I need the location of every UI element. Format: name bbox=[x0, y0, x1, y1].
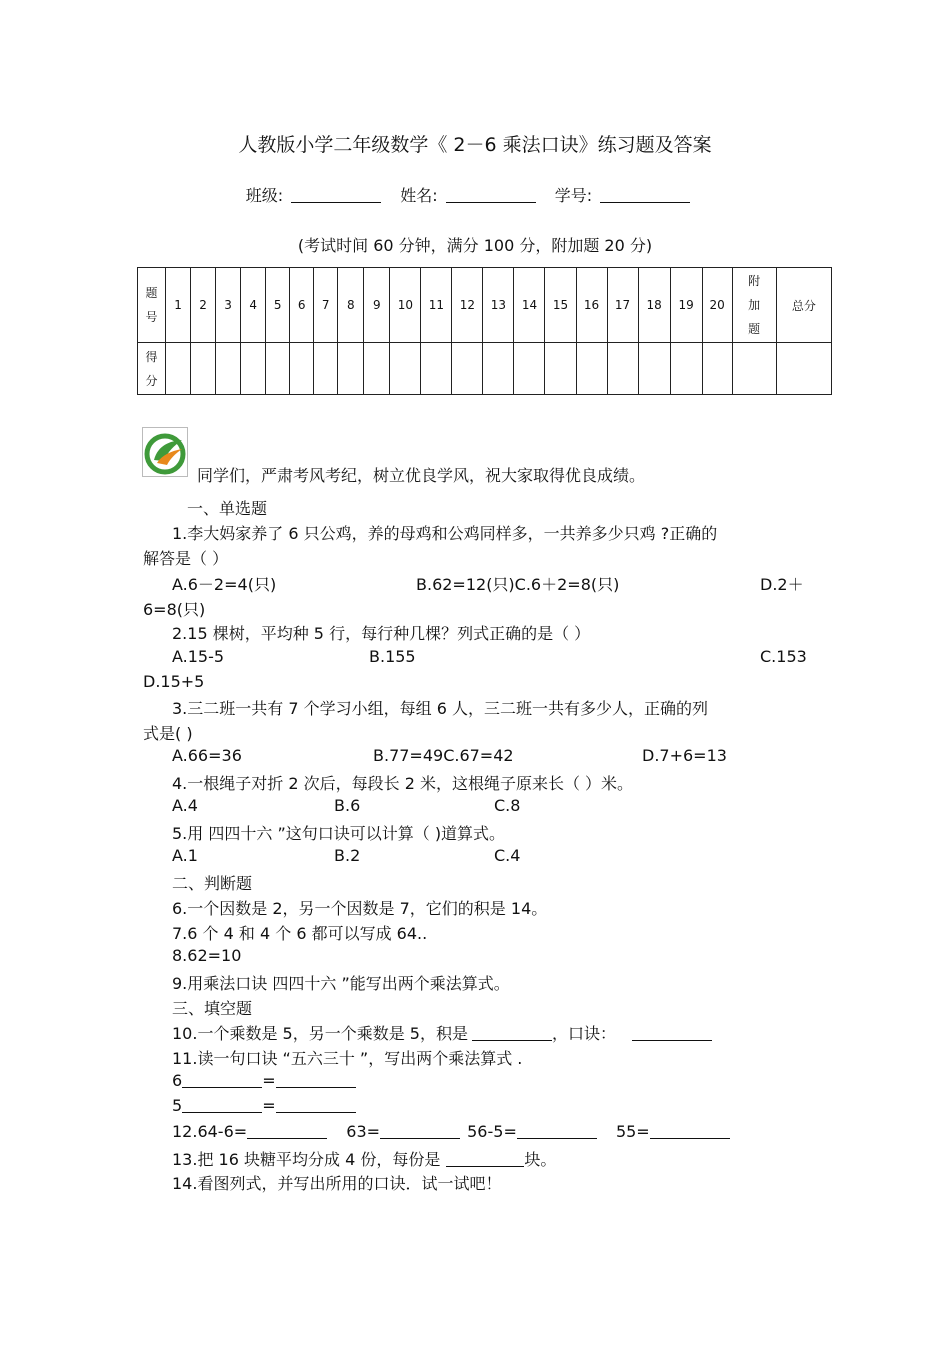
score-cell[interactable] bbox=[514, 343, 545, 395]
score-cell[interactable] bbox=[216, 343, 241, 395]
q4-text: 4.一根绳子对折 2 次后，每段长 2 米，这根绳子原来长（ ）米。 bbox=[172, 774, 634, 793]
q5-option-b[interactable]: B.2 bbox=[334, 846, 361, 865]
score-cell[interactable] bbox=[545, 343, 576, 395]
col-header: 7 bbox=[314, 268, 338, 343]
q11-blank[interactable] bbox=[276, 1097, 356, 1113]
col-header: 12 bbox=[452, 268, 483, 343]
q4-option-c[interactable]: C.8 bbox=[494, 796, 521, 815]
q11-row-2 bbox=[172, 1096, 356, 1115]
col-header: 18 bbox=[638, 268, 670, 343]
col-header-total: 总分 bbox=[776, 268, 831, 343]
col-header: 14 bbox=[514, 268, 545, 343]
row-header-question: 题号 bbox=[138, 268, 166, 343]
q3-text-cont: 式是( ) bbox=[143, 724, 193, 743]
q12-blank-b[interactable] bbox=[380, 1123, 460, 1139]
q10-row bbox=[172, 1021, 712, 1044]
col-header: 20 bbox=[702, 268, 732, 343]
col-header: 2 bbox=[191, 268, 216, 343]
score-cell[interactable] bbox=[338, 343, 364, 395]
section-true-false: 二、判断题 bbox=[172, 874, 253, 893]
q13-text: 13.把 16 块糖平均分成 4 份，每份是 bbox=[172, 1150, 441, 1169]
q12-part-a: 12.64-6= bbox=[172, 1122, 248, 1141]
q13-text-2: 块。 bbox=[524, 1150, 557, 1169]
col-header: 15 bbox=[545, 268, 576, 343]
q1-option-bc[interactable]: B.62=12(只)C.6＋2=8(只) bbox=[416, 575, 620, 594]
q2-option-c[interactable]: C.153 bbox=[760, 647, 807, 666]
number-label: 学号: bbox=[554, 186, 593, 205]
q5-option-c[interactable]: C.4 bbox=[494, 846, 521, 865]
col-header: 10 bbox=[390, 268, 421, 343]
q10-text: 10.一个乘数是 5，另一个乘数是 5，积是 bbox=[172, 1024, 468, 1043]
q3-option-bc[interactable]: B.77=49C.67=42 bbox=[373, 746, 514, 765]
q4-option-b[interactable]: B.6 bbox=[334, 796, 361, 815]
q12-blank-a[interactable] bbox=[247, 1123, 327, 1139]
q8-text: 8.62=10 bbox=[172, 946, 242, 965]
q11-blank[interactable] bbox=[182, 1097, 262, 1113]
col-header: 8 bbox=[338, 268, 364, 343]
name-label: 姓名: bbox=[400, 186, 438, 205]
col-header: 3 bbox=[216, 268, 241, 343]
score-cell[interactable] bbox=[421, 343, 452, 395]
score-cell-total[interactable] bbox=[776, 343, 831, 395]
q12-part-c: 56-5= bbox=[467, 1122, 517, 1141]
col-header: 19 bbox=[670, 268, 702, 343]
score-cell[interactable] bbox=[607, 343, 638, 395]
q5-option-a[interactable]: A.1 bbox=[172, 846, 198, 865]
q12-part-b: 63= bbox=[346, 1122, 381, 1141]
score-cell[interactable] bbox=[191, 343, 216, 395]
score-cell[interactable] bbox=[241, 343, 266, 395]
school-logo-icon bbox=[142, 427, 188, 477]
q11-blank[interactable] bbox=[276, 1072, 356, 1088]
page-title: 人教版小学二年级数学《 2－6 乘法口诀》练习题及答案 bbox=[238, 134, 712, 156]
score-cell[interactable] bbox=[166, 343, 191, 395]
q10-blank-rhyme[interactable] bbox=[632, 1025, 712, 1041]
q1-option-d-cont: 6=8(只) bbox=[143, 600, 206, 619]
q1-text-cont: 解答是（ ） bbox=[143, 549, 229, 568]
row-header-score: 得分 bbox=[138, 343, 166, 395]
q11-factor-2: 5 bbox=[172, 1096, 183, 1115]
student-info-row bbox=[0, 183, 950, 206]
score-cell[interactable] bbox=[364, 343, 390, 395]
q3-text: 3.三二班一共有 7 个学习小组，每组 6 人，三二班一共有多少人，正确的列 bbox=[172, 699, 708, 718]
score-cell[interactable] bbox=[638, 343, 670, 395]
score-cell[interactable] bbox=[266, 343, 290, 395]
q11-factor-1: 6 bbox=[172, 1071, 183, 1090]
name-blank[interactable] bbox=[446, 186, 536, 203]
q11-equals: = bbox=[262, 1071, 276, 1090]
col-header: 6 bbox=[290, 268, 314, 343]
q2-option-d[interactable]: D.15+5 bbox=[143, 672, 205, 691]
q10-text-2: ，口诀： bbox=[551, 1024, 616, 1043]
col-header: 5 bbox=[266, 268, 290, 343]
q2-option-a[interactable]: A.15-5 bbox=[172, 647, 225, 666]
q13-row bbox=[172, 1147, 556, 1170]
score-cell[interactable] bbox=[670, 343, 702, 395]
q11-text: 11.读一句口诀 “五六三十 ”，写出两个乘法算式 . bbox=[172, 1049, 523, 1068]
q5-text: 5.用 四四十六 ”这句口诀可以计算（ )道算式。 bbox=[172, 824, 506, 843]
score-cell-extra[interactable] bbox=[732, 343, 776, 395]
col-header: 11 bbox=[421, 268, 452, 343]
q3-option-a[interactable]: A.66=36 bbox=[172, 746, 242, 765]
q10-blank-product[interactable] bbox=[472, 1025, 552, 1041]
q2-text: 2.15 棵树，平均种 5 行，每行种几棵？列式正确的是（ ） bbox=[172, 624, 591, 643]
col-header: 4 bbox=[241, 268, 266, 343]
section-fill-blank: 三、填空题 bbox=[172, 999, 253, 1018]
q13-blank[interactable] bbox=[446, 1151, 524, 1167]
q11-equals: = bbox=[262, 1096, 276, 1115]
col-header: 17 bbox=[607, 268, 638, 343]
q11-row-1 bbox=[172, 1071, 356, 1090]
class-label: 班级: bbox=[245, 186, 284, 205]
q2-option-b[interactable]: B.155 bbox=[369, 647, 416, 666]
q9-text: 9.用乘法口诀 四四十六 ”能写出两个乘法算式。 bbox=[172, 974, 510, 993]
q12-blank-d[interactable] bbox=[650, 1123, 730, 1139]
q1-option-d[interactable]: D.2＋ bbox=[760, 575, 804, 594]
col-header: 13 bbox=[483, 268, 514, 343]
q12-part-d: 55= bbox=[615, 1122, 650, 1141]
q12-blank-c[interactable] bbox=[517, 1123, 597, 1139]
score-cell[interactable] bbox=[702, 343, 732, 395]
section-single-choice: 一、单选题 bbox=[187, 499, 268, 518]
col-header: 1 bbox=[166, 268, 191, 343]
score-cell[interactable] bbox=[576, 343, 607, 395]
score-cell[interactable] bbox=[483, 343, 514, 395]
q11-blank[interactable] bbox=[182, 1072, 262, 1088]
score-cell[interactable] bbox=[314, 343, 338, 395]
q1-option-a[interactable]: A.6－2=4(只) bbox=[172, 575, 277, 594]
score-cell[interactable] bbox=[290, 343, 314, 395]
q4-option-a[interactable]: A.4 bbox=[172, 796, 198, 815]
motto: 同学们，严肃考风考纪，树立优良学风，祝大家取得优良成绩。 bbox=[197, 466, 646, 485]
q7-text: 7.6 个 4 和 4 个 6 都可以写成 64.. bbox=[172, 924, 428, 943]
col-header: 9 bbox=[364, 268, 390, 343]
q14-text: 14.看图列式，并写出所用的口诀．试一试吧！ bbox=[172, 1174, 502, 1193]
score-cell[interactable] bbox=[390, 343, 421, 395]
exam-info: (考试时间 60 分钟，满分 100 分，附加题 20 分) bbox=[297, 236, 653, 255]
col-header-extra: 附加题 bbox=[732, 268, 776, 343]
score-cell[interactable] bbox=[452, 343, 483, 395]
number-blank[interactable] bbox=[600, 186, 690, 203]
q6-text: 6.一个因数是 2，另一个因数是 7，它们的积是 14。 bbox=[172, 899, 548, 918]
q1-text: 1.李大妈家养了 6 只公鸡，养的母鸡和公鸡同样多，一共养多少只鸡 ?正确的 bbox=[172, 524, 718, 543]
q3-option-d[interactable]: D.7+6=13 bbox=[642, 746, 727, 765]
col-header: 16 bbox=[576, 268, 607, 343]
q12-row bbox=[172, 1122, 730, 1141]
score-table bbox=[137, 267, 832, 395]
class-blank[interactable] bbox=[291, 186, 381, 203]
